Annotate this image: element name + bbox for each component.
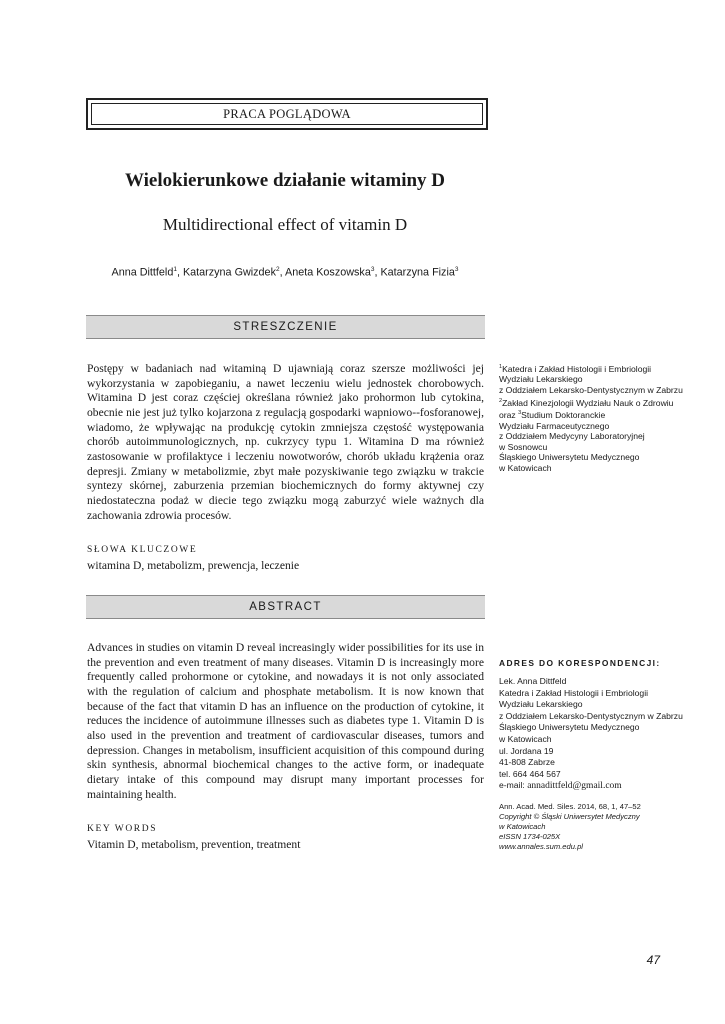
- affiliation-text: w Sosnowcu: [499, 441, 548, 452]
- section-bar-top-rule: [86, 315, 485, 316]
- affiliation-text: Katedra i Zakład Histologii i Embriologii: [502, 363, 652, 374]
- author-affil-mark: 3: [370, 266, 375, 273]
- affiliation-line: [499, 408, 699, 420]
- author-name: Katarzyna Gwizdek: [182, 266, 276, 279]
- correspondence-label: ADRES DO KORESPONDENCJI:: [499, 658, 661, 668]
- author-affil-mark: 3: [454, 266, 459, 273]
- correspondence-line: w Katowicach: [499, 733, 552, 744]
- affiliation-text: oraz: [499, 409, 519, 420]
- title-english: Multidirectional effect of vitamin D: [162, 215, 408, 234]
- correspondence-line: Śląskiego Uniwersytetu Medycznego: [499, 722, 640, 733]
- section-heading-abstract: [86, 595, 485, 619]
- journal-citation: [499, 802, 699, 852]
- citation-line: w Katowicach: [499, 822, 546, 831]
- affiliation-text: w Katowicach: [499, 462, 552, 473]
- author-name: Aneta Koszowska: [285, 266, 371, 279]
- author-name: Katarzyna Fizia: [380, 266, 455, 279]
- affiliation-text: Śląskiego Uniwersytetu Medycznego: [499, 452, 640, 463]
- author-name: Anna Dittfeld: [111, 266, 174, 279]
- title-polish: Wielokierunkowe działanie witaminy D: [124, 170, 446, 191]
- affiliation-line: [499, 431, 699, 442]
- author-list: Anna Dittfeld$^1$, Katarzyna Gwizdek$^2$, Aneta Koszowska$^3$, Katarzyna Fizia$^3$: [111, 266, 459, 279]
- author-affil-mark: 2: [275, 266, 280, 273]
- affil-mark: 3: [518, 410, 522, 417]
- affiliation-text: Studium Doktoranckie: [521, 409, 606, 420]
- correspondence-line: z Oddziałem Lekarsko-Dentystycznym w Zabrzu: [499, 710, 683, 721]
- abstract-polish-text: Postępy w badaniach nad witaminą D ujawniają coraz szersze możliwości jej wykorzystania w zapobieganiu, a nawet leczeniu wielu jednostek chorobowych. Witamina D jest coraz częściej określana również jako prohormon lub cytokina, obecnie nie jest już tylko kojarzona z regulacją gospodarki wapniowo--fosforanowej, wiadomo, że wpływając na produkcję cytokin zmniejsza częstość występowania chorób autoimmunologicznych, np. cukrzycy typu 1. Witamina D ma również zastosowanie w profilaktyce i leczeniu nowotworów, chorób układu krążenia oraz depresji. Zmiany w metabolizmie, zbyt małe pozyskiwanie tego związku w trakcie syntezy skórnej, zaburzenia przemian biochemicznych do formy aktywnej czy niedostateczna podaż w diecie tego związku mogą zaburzyć wiele ważnych dla zachowania zdrowia procesów.: [87, 362, 484, 522]
- affiliation-line: [499, 374, 699, 385]
- affiliation-line: [499, 452, 699, 463]
- affiliation-line: [499, 421, 699, 432]
- affiliation-text: z Oddziałem Medycyny Laboratoryjnej: [499, 431, 645, 442]
- correspondence-line: 41-808 Zabrze: [499, 757, 555, 768]
- affiliations: [499, 362, 699, 474]
- affil-mark: 1: [499, 364, 503, 370]
- abstract-english-text: Advances in studies on vitamin D reveal increasingly wider possibilities for its use in the prevention and even treatment of many diseases. Vitamin D is increasingly more frequently called prohormone or cytokine, and nowadays it is not only associated with the regulation of calcium and phosphate metabolism. It is now known that because of the fact that vitamin D has an influence on the production of cytokine, it reduces the incidence of autoimmune illnesses such as diabetes type 1. Vitamin D is also used in the prevention and treatment of cardiovascular diseases, tumors and depression. Changes in metabolism, insufficient acquisition of this compound during skin synthesis, abnormal biochemical changes to the active form, or inadequate dietary intake of this compound may disrupt many important processes for maintaining health.: [87, 641, 484, 801]
- section-heading-label: ABSTRACT: [249, 601, 322, 613]
- keywords-english-text: Vitamin D, metabolism, prevention, treatment: [87, 838, 301, 851]
- correspondence-line: ul. Jordana 19: [499, 745, 554, 756]
- correspondence-line: Wydziału Lekarskiego: [499, 699, 583, 710]
- correspondence-address: [499, 676, 699, 793]
- email-address[interactable]: annadittfeld@gmail.com: [527, 781, 622, 792]
- correspondence-line: Lek. Anna Dittfeld: [499, 676, 567, 686]
- journal-website-link[interactable]: www.annales.sum.edu.pl: [499, 842, 583, 851]
- article-type-box: [86, 98, 488, 130]
- author-affil-mark: 1: [173, 266, 177, 273]
- affiliation-text: Zakład Kinezjologii Wydziału Nauk o Zdrowiu: [502, 397, 674, 408]
- affiliation-text: Wydziału Farmaceutycznego: [499, 420, 610, 431]
- affiliation-line: [499, 463, 699, 474]
- section-heading-streszczenie: [86, 315, 485, 339]
- email-label: e-mail:: [499, 780, 528, 791]
- affil-mark: 2: [499, 397, 503, 404]
- affiliation-line: [499, 442, 699, 453]
- affiliation-line: [499, 396, 699, 408]
- section-bar-top-rule: [86, 595, 485, 596]
- keywords-english-label: KEY WORDS: [87, 824, 158, 834]
- keywords-polish-label: SŁOWA KLUCZOWE: [87, 545, 198, 555]
- affiliation-line: [499, 362, 699, 374]
- article-type-label: PRACA POGLĄDOWA: [223, 107, 351, 121]
- keywords-polish-text: witamina D, metabolizm, prewencja, leczenie: [87, 559, 300, 572]
- citation-copyright: Copyright © Śląski Uniwersytet Medyczny: [499, 812, 640, 821]
- correspondence-email-line: [499, 780, 699, 793]
- affiliation-text: z Oddziałem Lekarsko-Dentystycznym w Zabrzu: [499, 385, 683, 396]
- correspondence-line: Katedra i Zakład Histologii i Embriologii: [499, 687, 649, 698]
- page-number: 47: [646, 953, 660, 967]
- correspondence-line: tel. 664 464 567: [499, 768, 561, 779]
- section-heading-label: STRESZCZENIE: [233, 321, 338, 333]
- affiliation-line: [499, 385, 699, 396]
- affiliation-text: Wydziału Lekarskiego: [499, 374, 583, 385]
- citation-line: Ann. Acad. Med. Siles. 2014, 68, 1, 47–52: [499, 802, 641, 811]
- citation-eissn: eISSN 1734-025X: [499, 832, 561, 841]
